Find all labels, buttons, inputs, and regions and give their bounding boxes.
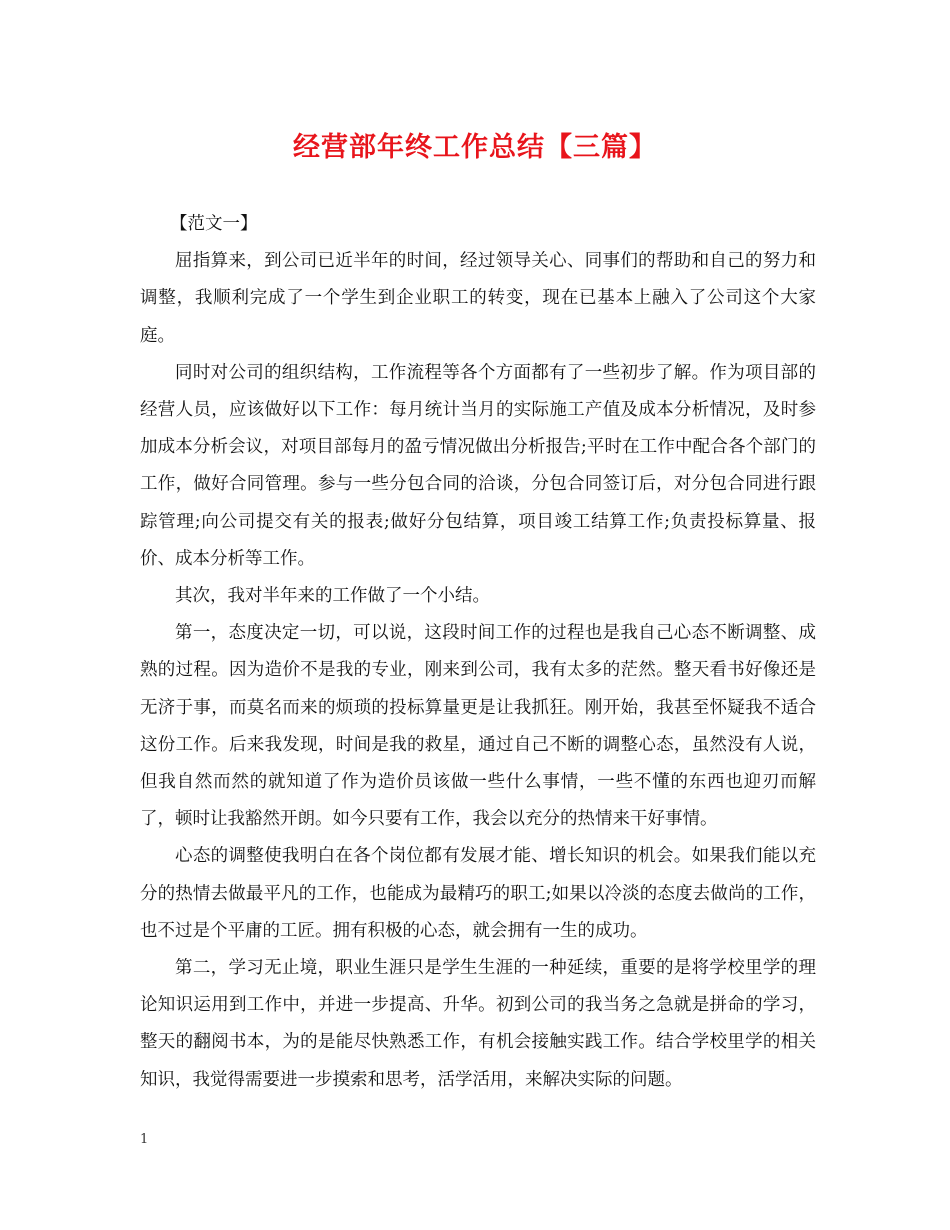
document-body (140, 206, 816, 1099)
paragraph-5: 心态的调整使我明白在各个岗位都有发展才能、增长知识的机会。如果我们能以充分的热情去做最平凡的工作，也能成为最精巧的职工;如果以冷淡的态度去做尚的工作，也不过是个平庸的工匠。拥有积极的心态，就会拥有一生的成功。 (140, 846, 816, 941)
document-title: 经营部年终工作总结【三篇】 (293, 132, 657, 163)
page-number: 1 (140, 1132, 149, 1147)
paragraph-1: 屈指算来，到公司已近半年的时间，经过领导关心、同事们的帮助和自己的努力和调整，我顺利完成了一个学生到企业职工的转变，现在已基本上融入了公司这个大家庭。 (140, 251, 816, 346)
paragraph-6: 第二，学习无止境，职业生涯只是学生生涯的一种延续，重要的是将学校里学的理论知识运用到工作中，并进一步提高、升华。初到公司的我当务之急就是拼命的学习，整天的翻阅书本，为的是能尽快熟悉工作，有机会接触实践工作。结合学校里学的相关知识，我觉得需要进一步摸索和思考，活学活用，来解决实际的问题。 (140, 958, 816, 1090)
paragraph-3: 其次，我对半年来的工作做了一个小结。 (175, 586, 490, 607)
paragraph-2: 同时对公司的组织结构，工作流程等各个方面都有了一些初步了解。作为项目部的经营人员，应该做好以下工作：每月统计当月的实际施工产值及成本分析情况，及时参加成本分析会议，对项目部每月的盈亏情况做出分析报告;平时在工作中配合各个部门的工作，做好合同管理。参与一些分包合同的洽谈，分包合同签订后，对分包合同进行跟踪管理;向公司提交有关的报表;做好分包结算，项目竣工结算工作;负责投标算量、报价、成本分析等工作。 (140, 362, 816, 569)
section-label: 【范文一】 (170, 214, 258, 234)
paragraph-4: 第一，态度决定一切，可以说，这段时间工作的过程也是我自己心态不断调整、成熟的过程。因为造价不是我的专业，刚来到公司，我有太多的茫然。整天看书好像还是无济于事，而莫名而来的烦琐的投标算量更是让我抓狂。刚开始，我甚至怀疑我不适合这份工作。后来我发现，时间是我的救星，通过自己不断的调整心态，虽然没有人说，但我自然而然的就知道了作为造价员该做一些什么事情，一些不懂的东西也迎刃而解了，顿时让我豁然开朗。如今只要有工作，我会以充分的热情来干好事情。 (140, 623, 816, 830)
